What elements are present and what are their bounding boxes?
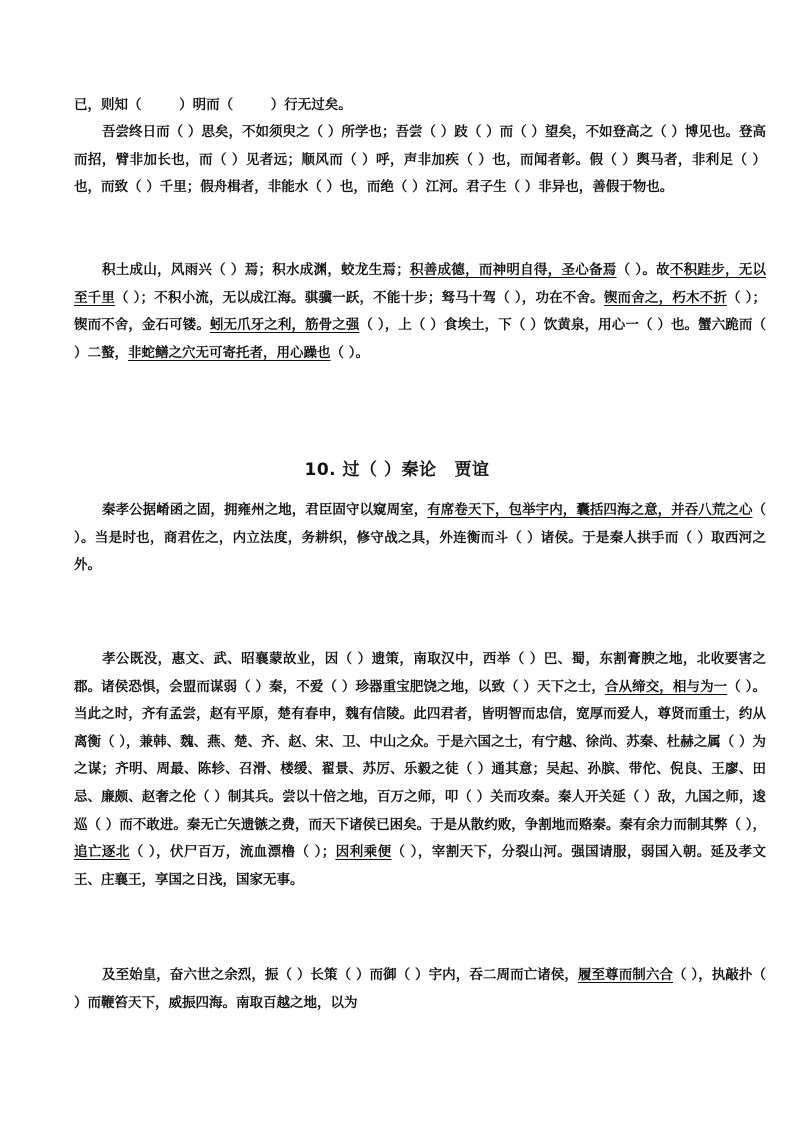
text-run: 及至始皇，奋六世之余烈，振（ ）长策（ ）而御（ ）宇内，吞二周而亡诸侯， <box>102 967 578 983</box>
text-run: （ ）。 <box>330 344 369 361</box>
paragraph-6 <box>74 962 766 1017</box>
text-run: ）明而（ <box>179 97 234 113</box>
underlined-phrase: 锲而舍之，朽木不折 <box>603 289 727 306</box>
text-run: 孝公既没，惠文、武、昭襄蒙故业，因（ ）遗策，南取汉中，西举（ ）巴、蜀，东割膏腴之地，北收要害之郡。诸侯恐惧，会盟而谋弱（ ）秦，不爱（ ）珍器重宝肥饶之地，以致（ ）天下之士， <box>74 651 766 695</box>
text-run: （ ），伏尸百万，流血漂橹（ ）； <box>129 844 336 861</box>
text-run: （ ），上（ ）食埃土，下（ ）饮黄泉，用心一（ ）也。蟹六跪而（ ）二螯， <box>74 317 766 361</box>
text-run: ）行无过矣。 <box>270 97 352 113</box>
underlined-phrase: 不积跬步，无以至千里 <box>74 262 767 306</box>
underlined-phrase: 有席卷天下，包举宇内，囊括四海之意，并吞八荒之心 <box>427 502 753 518</box>
text-run <box>142 97 180 113</box>
underlined-phrase: 蚓无爪牙之利，筋骨之强 <box>209 317 360 334</box>
underlined-phrase: 合从缔交，相与为一 <box>604 678 728 695</box>
underlined-phrase: 积善成德，而神明自得，圣心备焉 <box>409 262 617 278</box>
paragraph-5 <box>74 646 766 894</box>
text-run: （ ），宰割天下，分裂山河。强国请服，弱国入朝。延及孝文王、庄襄王，享国之日浅，国家无事。 <box>74 844 767 888</box>
text-run: 已，则知（ <box>74 97 142 113</box>
paragraph-1 <box>74 92 766 120</box>
underlined-phrase: 追亡逐北 <box>74 844 130 861</box>
text-run <box>233 97 271 113</box>
paragraph-3 <box>74 257 766 367</box>
text-run: （ ）。故 <box>616 262 670 278</box>
paragraph-4 <box>74 497 766 580</box>
text-run: 秦孝公据崤函之固，拥雍州之地，君臣固守以窥周室， <box>102 502 428 518</box>
section-title <box>0 455 794 480</box>
text-run: 吾尝终日而（ ）思矣，不如须臾之（ ）所学也；吾尝（ ）跂（ ）而（ ）望矣，不如登高之（ ）博见也。登高而招，臂非加长也，而（ ）见者远；顺风而（ ）呼，声非加疾（ ）也，而闻者彰。假（ ）舆马者，非利足（ ）也，而致（ ）千里；假舟楫者，非能水（ ）也，而绝（ ）江河。君子生（ ）非异也，善假于物也。 <box>74 124 766 196</box>
text-run: （ ），执敲扑（ ）而鞭笞天下，威振四海。南取百越之地，以为 <box>74 967 767 1011</box>
title-text: 10. 过（ ）秦论 <box>304 460 437 480</box>
text-run: （ ）。当是时也，商君佐之，内立法度，务耕织，修守战之具，外连衡而斗（ ）诸侯。于是秦人拱手而（ ）取西河之外。 <box>74 502 766 574</box>
underlined-phrase: 履至尊而制六合 <box>577 967 674 983</box>
underlined-phrase: 因利乘便 <box>335 844 392 861</box>
underlined-phrase: 非蛇鳝之穴无可寄托者，用心躁也 <box>128 344 331 361</box>
author-name: 贾谊 <box>454 460 490 480</box>
text-run: （ ）；不积小流，无以成江海。骐骥一跃，不能十步；驽马十驾（ ），功在不舍。 <box>115 289 604 306</box>
text-run: （ ）。当此之时，齐有孟尝，赵有平原，楚有春申，魏有信陵。此四君者，皆明智而忠信，宽厚而爱人，尊贤而重士，约从离衡（ ），兼韩、魏、燕、楚、齐、赵、宋、卫、中山之众。于是六国之士，有宁越、徐尚、苏秦、杜赫之属（ ）为之谋；齐明、周最、陈轸、召滑、楼缓、翟景、苏厉、乐毅之徒（ ）通其意；吴起、孙膑、带佗、倪良、王廖、田忌、廉颇、赵奢之伦（ ）制其兵。尝以十倍之地，百万之师，叩（ ）关而攻秦。秦人开关延（ ）敌，九国之师，逡巡（ ）而不敢进。秦无亡矢遗镞之费，而天下诸侯已困矣。于是从散约败，争割地而赂秦。秦有余力而制其弊（ ）， <box>74 678 766 833</box>
text-run: 积土成山，风雨兴（ ）焉；积水成渊，蛟龙生焉； <box>102 262 410 278</box>
paragraph-2 <box>74 119 766 202</box>
text-run: （ ）；锲而不舍，金石可镂。 <box>74 289 766 334</box>
